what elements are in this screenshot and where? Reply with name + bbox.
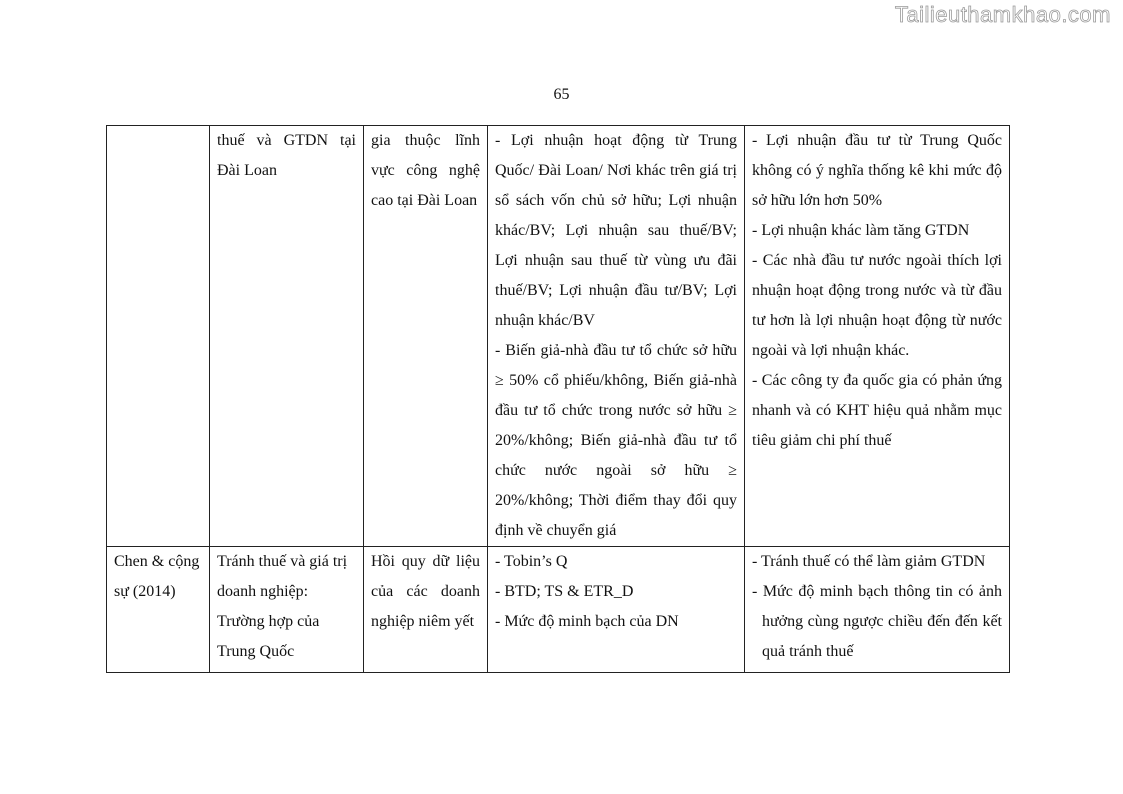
results-item: - Mức độ minh bạch thông tin có ảnh hưởng cùng ngược chiều đến đến kết quả tránh thuế — [752, 583, 1002, 660]
method-cell: gia thuộc lĩnh vực công nghệ cao tại Đài Loan — [364, 126, 488, 547]
variables-item: - BTD; TS & ETR_D — [495, 583, 634, 600]
results-item: - Các công ty đa quốc gia có phản ứng nhanh và có KHT hiệu quả nhằm mục tiêu giảm chi phí thuế — [752, 372, 1002, 449]
results-item: - Lợi nhuận đầu tư từ Trung Quốc không có ý nghĩa thống kê khi mức độ sở hữu lớn hơn 50% — [752, 132, 1002, 209]
watermark: Tailieuthamkhao.com — [894, 2, 1111, 27]
variables-cell — [488, 126, 745, 547]
table-row — [107, 547, 1010, 673]
title-cell: Tránh thuế và giá trị doanh nghiệp: Trường hợp của Trung Quốc — [210, 547, 364, 673]
results-item: - Lợi nhuận khác làm tăng GTDN — [752, 222, 970, 239]
results-item: - Các nhà đầu tư nước ngoài thích lợi nhuận hoạt động trong nước và từ đầu tư hơn là lợi nhuận hoạt động từ nước ngoài và lợi nhuận khác. — [752, 252, 1002, 359]
variables-item: - Biến giả-nhà đầu tư tổ chức sở hữu ≥ 50% cổ phiếu/không, Biến giả-nhà đầu tư tổ chức trong nước sở hữu ≥ 20%/không; Biến giả-nhà đầu tư tổ chức nước ngoài sở hữu ≥ 20%/không; Thời điểm thay đổi quy định về chuyển giá — [495, 342, 737, 539]
literature-review-table — [106, 125, 1010, 673]
variables-item: - Tobin’s Q — [495, 553, 568, 570]
author-cell: Chen & cộng sự (2014) — [107, 547, 210, 673]
variables-item: - Lợi nhuận hoạt động từ Trung Quốc/ Đài Loan/ Nơi khác trên giá trị sổ sách vốn chủ sở hữu; Lợi nhuận khác/BV; Lợi nhuận sau thuế/BV; Lợi nhuận sau thuế từ vùng ưu đãi thuế/BV; Lợi nhuận đầu tư/BV; Lợi nhuận khác/BV — [495, 132, 737, 329]
results-item: - Tránh thuế có thể làm giảm GTDN — [752, 553, 986, 570]
variables-cell — [488, 547, 745, 673]
title-cell: thuế và GTDN tại Đài Loan — [210, 126, 364, 547]
results-cell — [745, 547, 1010, 673]
table-row — [107, 126, 1010, 547]
author-cell — [107, 126, 210, 547]
results-cell — [745, 126, 1010, 547]
page-number: 65 — [553, 86, 570, 103]
method-cell: Hồi quy dữ liệu của các doanh nghiệp niêm yết — [364, 547, 488, 673]
variables-item: - Mức độ minh bạch của DN — [495, 613, 679, 630]
